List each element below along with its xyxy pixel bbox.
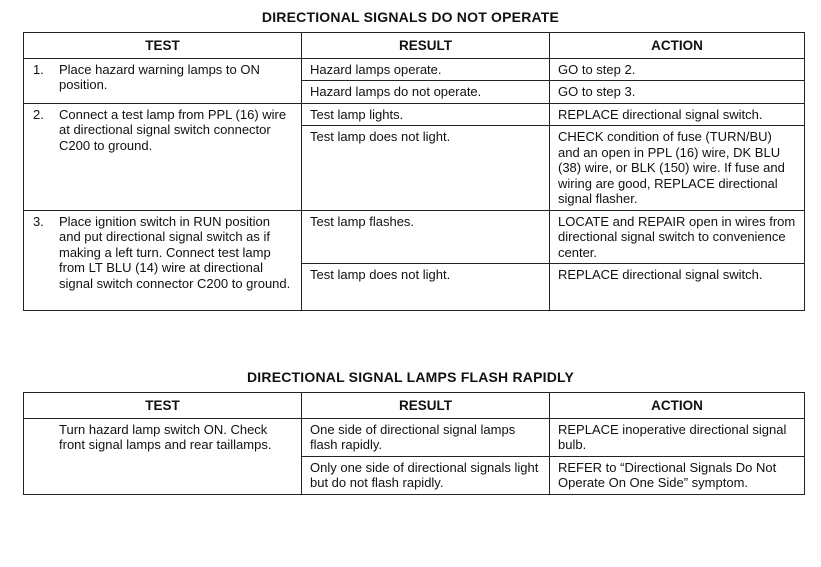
test-text: Place hazard warning lamps to ON position.: [59, 61, 260, 92]
action-cell: GO to step 3.: [550, 81, 805, 104]
header-result: RESULT: [302, 393, 550, 419]
header-test: TEST: [24, 33, 302, 59]
result-cell: Test lamp does not light.: [302, 126, 550, 211]
result-cell: One side of directional signal lamps flash rapidly.: [302, 418, 550, 456]
section1-title: DIRECTIONAL SIGNALS DO NOT OPERATE: [261, 9, 560, 25]
test-cell: [24, 418, 302, 494]
header-result: RESULT: [302, 33, 550, 59]
table-row: [24, 103, 805, 126]
action-cell: REFER to “Directional Signals Do Not Operate On One Side” symptom.: [550, 456, 805, 494]
result-cell: Test lamp lights.: [302, 103, 550, 126]
header-test: TEST: [24, 393, 302, 419]
action-cell: CHECK condition of fuse (TURN/BU) and an open in PPL (16) wire, DK BLU (38) wire, or BLK (150) wire. If fuse and wiring are good, REPLACE directional signal flasher.: [550, 126, 805, 211]
result-cell: Hazard lamps operate.: [302, 58, 550, 81]
action-cell: REPLACE inoperative directional signal bulb.: [550, 418, 805, 456]
result-cell: Test lamp does not light.: [302, 264, 550, 311]
result-cell: Hazard lamps do not operate.: [302, 81, 550, 104]
table-header-row: [24, 393, 805, 419]
header-action: ACTION: [550, 393, 805, 419]
test-cell: [24, 103, 302, 210]
rapid-flash-table: [23, 392, 805, 495]
step-number: 2.: [33, 106, 44, 122]
test-text: Connect a test lamp from PPL (16) wire at directional signal switch connector C200 to ground.: [59, 106, 287, 153]
test-cell: [24, 210, 302, 311]
action-cell: REPLACE directional signal switch.: [550, 103, 805, 126]
section2-title: DIRECTIONAL SIGNAL LAMPS FLASH RAPIDLY: [246, 369, 575, 385]
test-text: Turn hazard lamp switch ON. Check front signal lamps and rear taillamps.: [59, 421, 272, 452]
action-cell: LOCATE and REPAIR open in wires from directional signal switch to convenience center.: [550, 210, 805, 264]
test-text: Place ignition switch in RUN position and put directional signal switch as if making a left turn. Connect test lamp from LT BLU (14) wire at directional signal switch connector C200 to ground.: [59, 213, 291, 291]
table-header-row: [24, 33, 805, 59]
table-row: [24, 418, 805, 456]
result-cell: Only one side of directional signals light but do not flash rapidly.: [302, 456, 550, 494]
test-cell: [24, 58, 302, 103]
action-cell: GO to step 2.: [550, 58, 805, 81]
step-number: [30, 422, 59, 453]
action-cell: REPLACE directional signal switch.: [550, 264, 805, 311]
table-row: [24, 210, 805, 264]
directional-signals-table: [23, 32, 805, 311]
result-cell: Test lamp flashes.: [302, 210, 550, 264]
step-number: 3.: [33, 213, 44, 229]
header-action: ACTION: [550, 33, 805, 59]
table-row: [24, 58, 805, 81]
step-number: 1.: [33, 61, 44, 77]
